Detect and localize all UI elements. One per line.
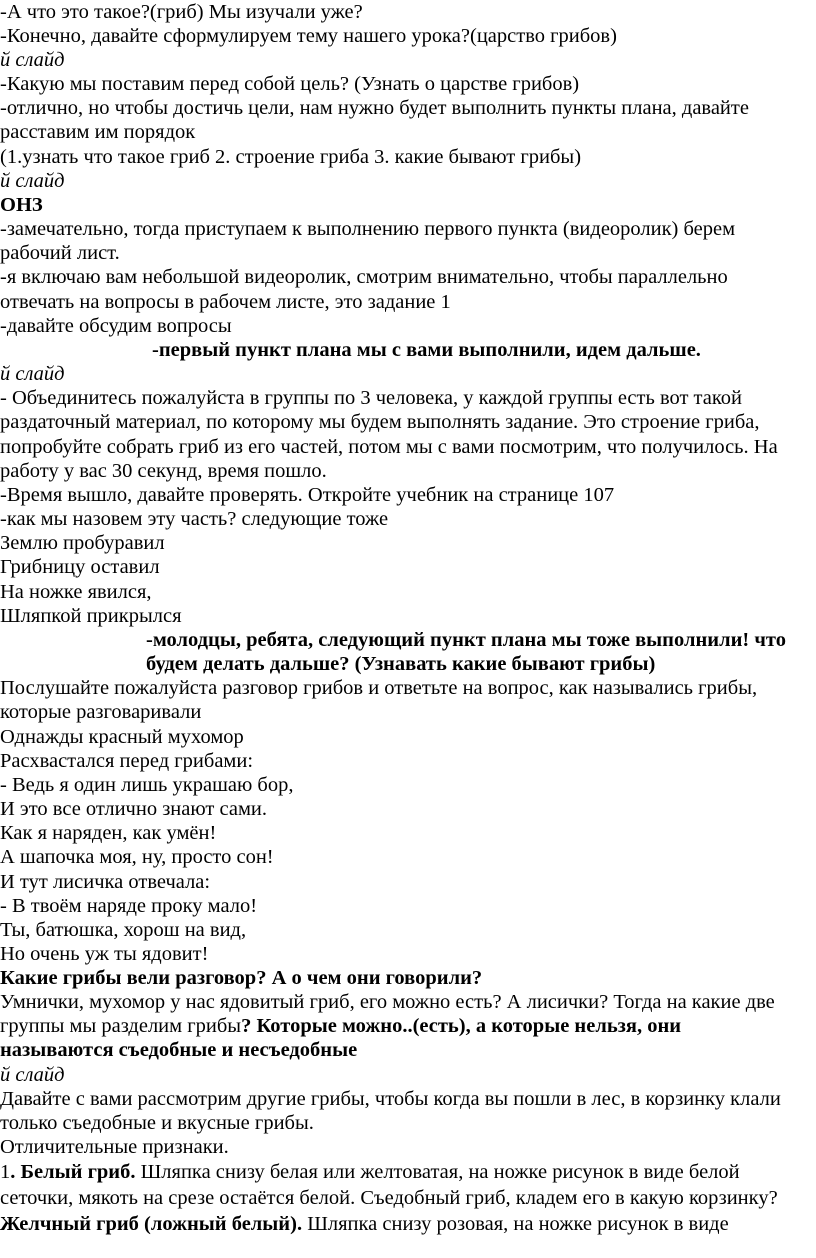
text-line (0, 1160, 740, 1184)
slide-marker: й слайд (0, 49, 65, 71)
poem-line: И тут лисичка отвечала: (0, 871, 211, 893)
text-line: работу у вас 30 секунд, время пошло. (0, 460, 327, 482)
text-line: -Конечно, давайте сформулируем тему нашего урока?(царство грибов) (0, 25, 617, 47)
bold-line: называются съедобные и несъедобные (0, 1039, 358, 1061)
text-line: -Какую мы поставим перед собой цель? (Узнать о царстве грибов) (0, 73, 580, 95)
text-line: попробуйте собрать гриб из его частей, потом мы с вами посмотрим, что получилось. На (0, 436, 778, 458)
text-line (0, 1014, 681, 1038)
text-line: -отлично, но чтобы достичь цели, нам нужно будет выполнить пункты плана, давайте (0, 97, 749, 119)
poem-line: Расхвастался перед грибами: (0, 750, 254, 772)
text-line: раздаточный материал, по которому мы будем выполнять задание. Это строение гриба, (0, 411, 760, 433)
text-line: рабочий лист. (0, 242, 120, 264)
text-line: (1.узнать что такое гриб 2. строение гриба 3. какие бывают грибы) (0, 146, 582, 168)
slide-marker: й слайд (0, 1064, 65, 1086)
text-line: -замечательно, тогда приступаем к выполнению первого пункта (видеоролик) берем (0, 218, 736, 240)
text-line: -Время вышло, давайте проверять. Откройте учебник на странице 107 (0, 484, 615, 506)
poem-line: - В твоём наряде проку мало! (0, 895, 258, 917)
text-line: Умнички, мухомор у нас ядовитый гриб, его можно есть? А лисички? Тогда на какие две (0, 991, 775, 1013)
text-line: -я включаю вам небольшой видеоролик, смотрим внимательно, чтобы параллельно (0, 266, 728, 288)
text-line: которые разговаривали (0, 701, 202, 723)
text-segment: группы мы разделим грибы (0, 1015, 242, 1037)
text-line: -давайте обсудим вопросы (0, 315, 232, 337)
poem-line: Шляпкой прикрылся (0, 605, 182, 627)
slide-marker: й слайд (0, 170, 65, 192)
slide-marker: й слайд (0, 363, 65, 385)
text-line: расставим им порядок (0, 121, 196, 143)
item-number: 1 (0, 1161, 11, 1183)
bold-segment: . Белый гриб. (10, 1161, 136, 1183)
text-line: отвечать на вопросы в рабочем листе, это задание 1 (0, 291, 451, 313)
text-line: - Объединитесь пожалуйста в группы по 3 человека, у каждой группы есть вот такой (0, 387, 743, 409)
bold-centered-line: будем делать дальше? (Узнавать какие бывают грибы) (146, 653, 656, 675)
poem-line: Землю пробуравил (0, 532, 165, 554)
poem-line: А шапочка моя, ну, просто сон! (0, 846, 274, 868)
text-line: Послушайте пожалуйста разговор грибов и ответьте на вопрос, как назывались грибы, (0, 677, 758, 699)
poem-line: Ты, батюшка, хорош на вид, (0, 919, 247, 941)
poem-line: На ножке явился, (0, 581, 152, 603)
text-segment: Шляпка снизу белая или желтоватая, на ножке рисунок в виде белой (135, 1161, 740, 1183)
bold-segment: ? Которые можно..(есть), а которые нельзя, они (241, 1015, 682, 1037)
poem-line: Однажды красный мухомор (0, 726, 244, 748)
text-line: только съедобные и вкусные грибы. (0, 1112, 314, 1134)
poem-line: Как я наряден, как умён! (0, 822, 217, 844)
text-line: -как мы назовем эту часть? следующие тоже (0, 508, 389, 530)
bold-question-line: Какие грибы вели разговор? А о чем они говорили? (0, 967, 483, 989)
poem-line: Грибницу оставил (0, 556, 160, 578)
section-heading: ОНЗ (0, 194, 43, 216)
text-line: сеточки, мякоть на срезе остаётся белой. Съедобный гриб, кладем его в какую корзинку? (0, 1187, 778, 1209)
poem-line: И это все отлично знают сами. (0, 798, 268, 820)
bold-segment: Желчный гриб (ложный белый). (0, 1213, 303, 1235)
text-line: Отличительные признаки. (0, 1136, 229, 1158)
poem-line: - Ведь я один лишь украшаю бор, (0, 774, 294, 796)
text-line (0, 1212, 729, 1236)
poem-line: Но очень уж ты ядовит! (0, 943, 209, 965)
text-line: -А что это такое?(гриб) Мы изучали уже? (0, 1, 363, 23)
text-segment: Шляпка снизу розовая, на ножке рисунок в виде (302, 1213, 729, 1235)
bold-centered-line: -молодцы, ребята, следующий пункт плана мы тоже выполнили! что (146, 629, 786, 651)
text-line: Давайте с вами рассмотрим другие грибы, чтобы когда вы пошли в лес, в корзинку клали (0, 1088, 781, 1110)
bold-centered-line: -первый пункт плана мы с вами выполнили, идем дальше. (152, 339, 701, 361)
